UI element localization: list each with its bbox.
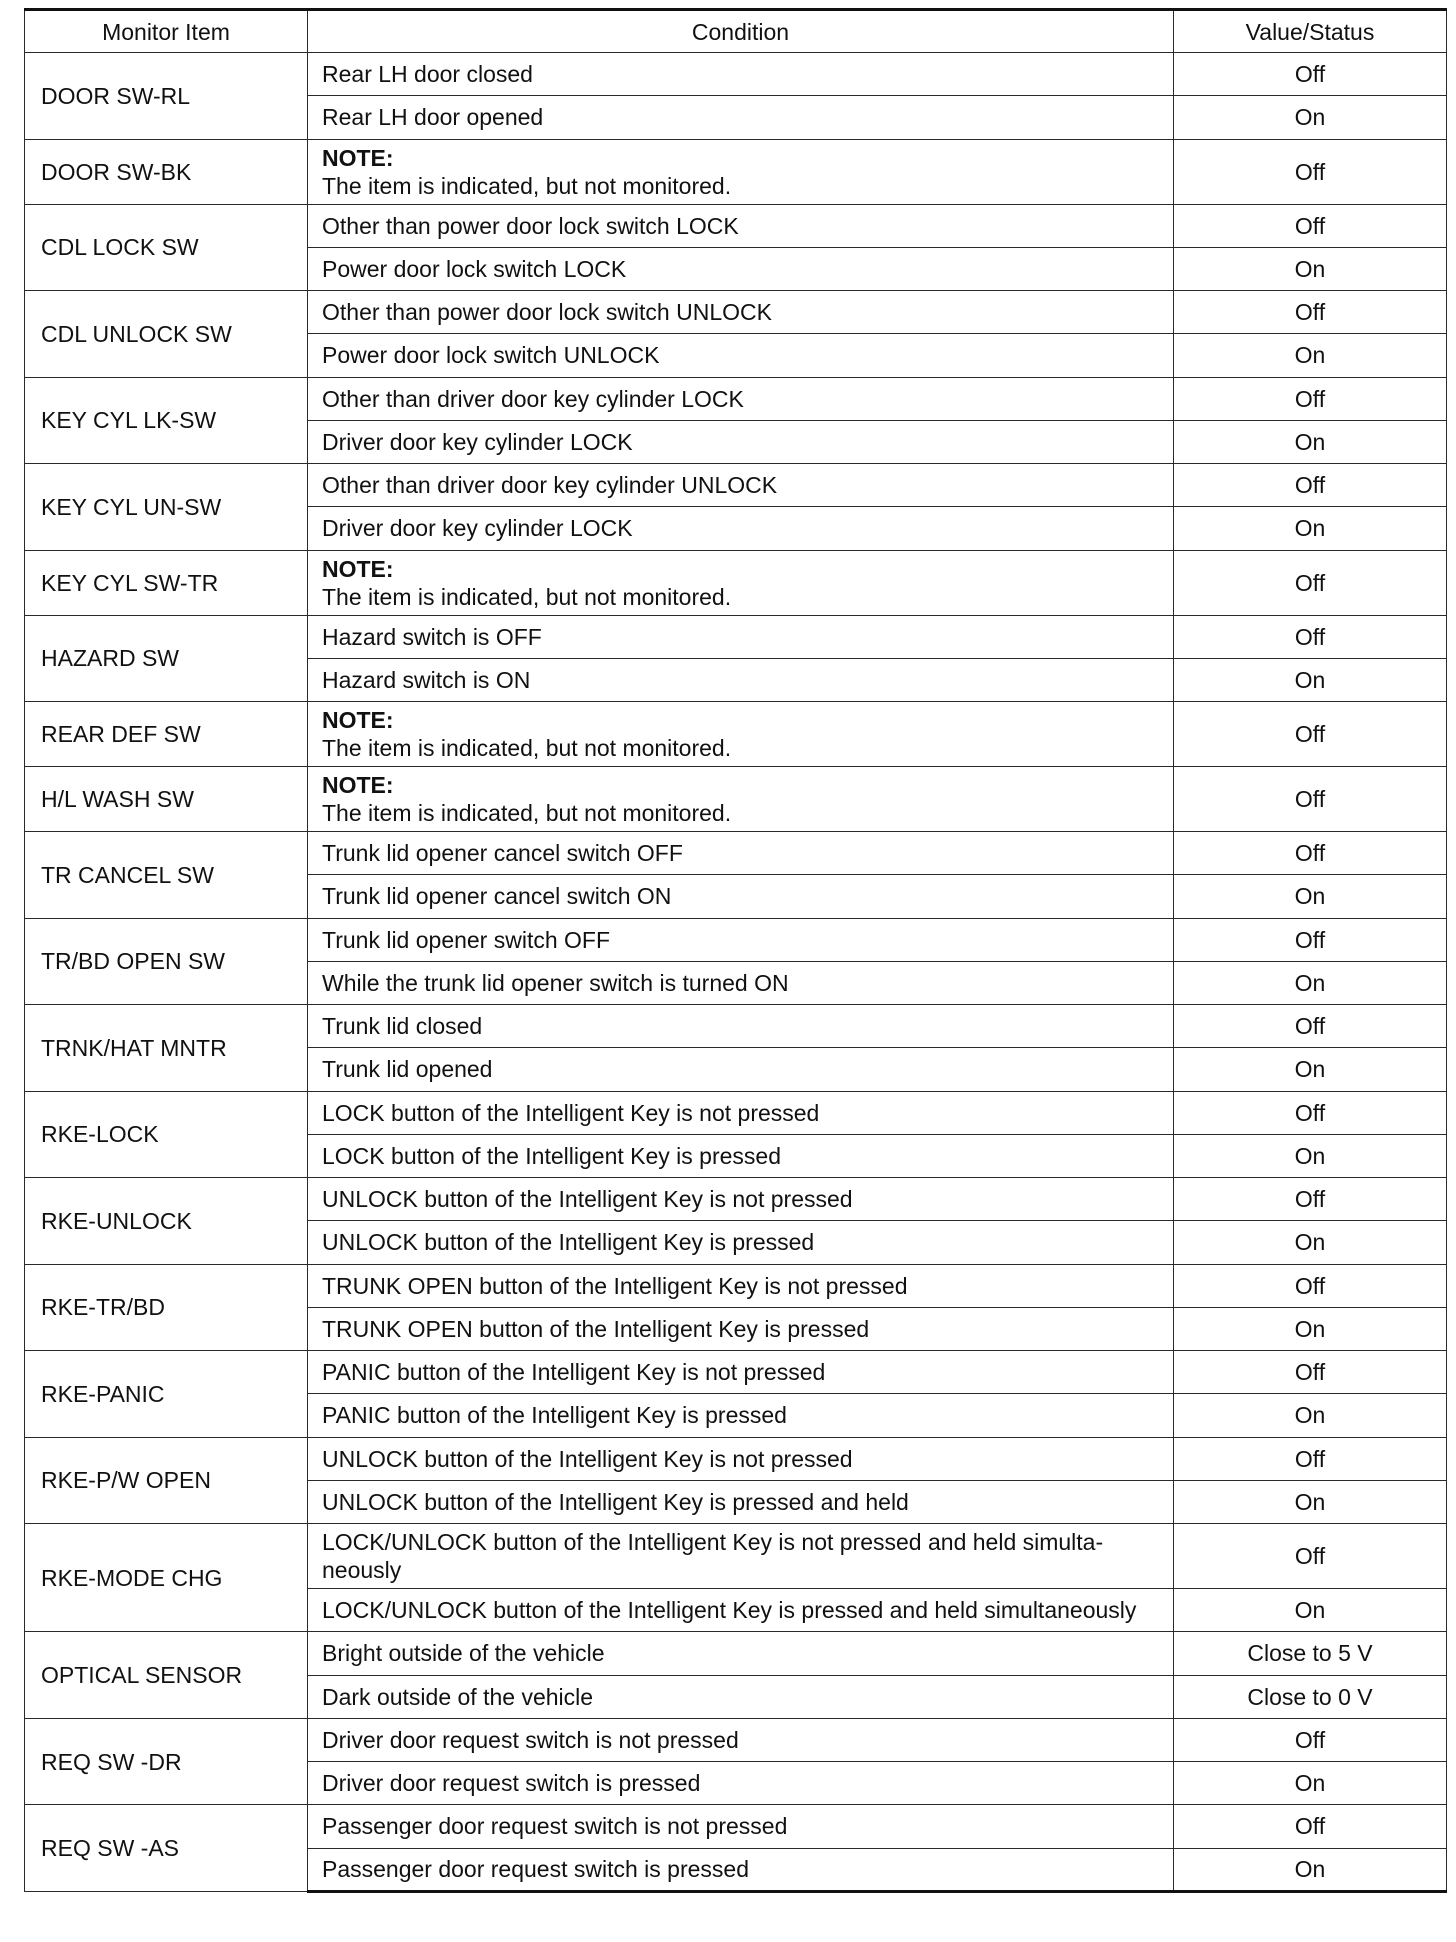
value-status-cell: Off bbox=[1174, 550, 1447, 615]
table-row bbox=[25, 1718, 1447, 1761]
monitor-item-cell: RKE-P/W OPEN bbox=[25, 1437, 308, 1524]
table-body bbox=[25, 53, 1447, 1892]
monitor-item-cell: TR/BD OPEN SW bbox=[25, 918, 308, 1005]
condition-cell: Other than driver door key cylinder LOCK bbox=[308, 377, 1174, 420]
monitor-item-cell: TR CANCEL SW bbox=[25, 832, 308, 919]
table-row bbox=[25, 1091, 1447, 1134]
condition-cell: LOCK button of the Intelligent Key is pressed bbox=[308, 1134, 1174, 1177]
value-status-cell: Off bbox=[1174, 1264, 1447, 1307]
condition-cell: Other than power door lock switch LOCK bbox=[308, 204, 1174, 247]
condition-cell: Driver door request switch is pressed bbox=[308, 1762, 1174, 1805]
table-row bbox=[25, 702, 1447, 767]
table-row bbox=[25, 918, 1447, 961]
value-status-cell: Off bbox=[1174, 918, 1447, 961]
condition-cell: Power door lock switch LOCK bbox=[308, 247, 1174, 290]
condition-cell bbox=[308, 550, 1174, 615]
condition-cell: LOCK button of the Intelligent Key is not pressed bbox=[308, 1091, 1174, 1134]
value-status-cell: Off bbox=[1174, 139, 1447, 204]
condition-cell: Trunk lid opener cancel switch OFF bbox=[308, 832, 1174, 875]
condition-cell: Power door lock switch UNLOCK bbox=[308, 334, 1174, 377]
value-status-cell: Off bbox=[1174, 1524, 1447, 1589]
condition-cell: LOCK/UNLOCK button of the Intelligent Key is not pressed and held simulta-neously bbox=[308, 1524, 1174, 1589]
table-row bbox=[25, 832, 1447, 875]
condition-cell: UNLOCK button of the Intelligent Key is pressed bbox=[308, 1221, 1174, 1264]
condition-cell: Other than power door lock switch UNLOCK bbox=[308, 291, 1174, 334]
value-status-cell: Off bbox=[1174, 1351, 1447, 1394]
note-text: The item is indicated, but not monitored. bbox=[322, 583, 732, 610]
header-value-status: Value/Status bbox=[1174, 10, 1447, 53]
monitor-item-cell: CDL LOCK SW bbox=[25, 204, 308, 291]
condition-cell: Driver door key cylinder LOCK bbox=[308, 420, 1174, 463]
header-row bbox=[25, 10, 1447, 53]
condition-cell: While the trunk lid opener switch is turned ON bbox=[308, 961, 1174, 1004]
monitor-item-cell: RKE-LOCK bbox=[25, 1091, 308, 1178]
note-label: NOTE: bbox=[322, 707, 394, 733]
value-status-cell: Off bbox=[1174, 1178, 1447, 1221]
monitor-item-cell: REAR DEF SW bbox=[25, 702, 308, 767]
value-status-cell: Off bbox=[1174, 702, 1447, 767]
value-status-cell: Off bbox=[1174, 1091, 1447, 1134]
table-row bbox=[25, 1005, 1447, 1048]
monitor-item-cell: KEY CYL LK-SW bbox=[25, 377, 308, 464]
value-status-cell: Off bbox=[1174, 1805, 1447, 1848]
value-status-cell: On bbox=[1174, 1762, 1447, 1805]
value-status-cell: On bbox=[1174, 1134, 1447, 1177]
condition-cell: Other than driver door key cylinder UNLOCK bbox=[308, 464, 1174, 507]
value-status-cell: On bbox=[1174, 334, 1447, 377]
value-status-cell: Close to 5 V bbox=[1174, 1632, 1447, 1675]
table-row bbox=[25, 204, 1447, 247]
table-row bbox=[25, 1632, 1447, 1675]
value-status-cell: On bbox=[1174, 1221, 1447, 1264]
table-row bbox=[25, 1805, 1447, 1848]
condition-cell: Rear LH door closed bbox=[308, 53, 1174, 96]
condition-cell: TRUNK OPEN button of the Intelligent Key is pressed bbox=[308, 1307, 1174, 1350]
value-status-cell: On bbox=[1174, 1048, 1447, 1091]
condition-cell: Passenger door request switch is not pressed bbox=[308, 1805, 1174, 1848]
monitor-item-table bbox=[24, 8, 1447, 1893]
value-status-cell: On bbox=[1174, 1307, 1447, 1350]
monitor-item-cell: RKE-PANIC bbox=[25, 1351, 308, 1438]
table-row bbox=[25, 767, 1447, 832]
table-row bbox=[25, 615, 1447, 658]
monitor-item-cell: CDL UNLOCK SW bbox=[25, 291, 308, 378]
monitor-item-cell: HAZARD SW bbox=[25, 615, 308, 702]
condition-cell: Bright outside of the vehicle bbox=[308, 1632, 1174, 1675]
condition-cell: Driver door key cylinder LOCK bbox=[308, 507, 1174, 550]
condition-cell: LOCK/UNLOCK button of the Intelligent Key is pressed and held simultaneously bbox=[308, 1589, 1174, 1632]
condition-cell bbox=[308, 702, 1174, 767]
monitor-item-cell: H/L WASH SW bbox=[25, 767, 308, 832]
table-row bbox=[25, 1524, 1447, 1589]
monitor-item-cell: DOOR SW-RL bbox=[25, 53, 308, 140]
condition-cell: Hazard switch is ON bbox=[308, 658, 1174, 701]
value-status-cell: On bbox=[1174, 1848, 1447, 1891]
note-label: NOTE: bbox=[322, 144, 394, 171]
monitor-item-cell: KEY CYL SW-TR bbox=[25, 550, 308, 615]
condition-cell: Trunk lid opener switch OFF bbox=[308, 918, 1174, 961]
value-status-cell: On bbox=[1174, 1480, 1447, 1523]
condition-cell bbox=[308, 767, 1174, 832]
table-row bbox=[25, 1264, 1447, 1307]
condition-cell: Trunk lid opener cancel switch ON bbox=[308, 875, 1174, 918]
value-status-cell: Close to 0 V bbox=[1174, 1675, 1447, 1718]
table-row bbox=[25, 464, 1447, 507]
value-status-cell: On bbox=[1174, 247, 1447, 290]
table-row bbox=[25, 139, 1447, 204]
value-status-cell: On bbox=[1174, 875, 1447, 918]
condition-cell: PANIC button of the Intelligent Key is not pressed bbox=[308, 1351, 1174, 1394]
note-text: The item is indicated, but not monitored. bbox=[322, 172, 732, 199]
note-text: The item is indicated, but not monitored. bbox=[322, 800, 732, 826]
condition-cell: Passenger door request switch is pressed bbox=[308, 1848, 1174, 1891]
value-status-cell: Off bbox=[1174, 767, 1447, 832]
condition-cell: PANIC button of the Intelligent Key is pressed bbox=[308, 1394, 1174, 1437]
condition-cell: Rear LH door opened bbox=[308, 96, 1174, 139]
condition-cell: UNLOCK button of the Intelligent Key is not pressed bbox=[308, 1437, 1174, 1480]
condition-cell: Dark outside of the vehicle bbox=[308, 1675, 1174, 1718]
table-row bbox=[25, 53, 1447, 96]
condition-cell: UNLOCK button of the Intelligent Key is not pressed bbox=[308, 1178, 1174, 1221]
value-status-cell: On bbox=[1174, 96, 1447, 139]
value-status-cell: Off bbox=[1174, 832, 1447, 875]
value-status-cell: On bbox=[1174, 1394, 1447, 1437]
value-status-cell: Off bbox=[1174, 1437, 1447, 1480]
value-status-cell: Off bbox=[1174, 204, 1447, 247]
value-status-cell: Off bbox=[1174, 53, 1447, 96]
header-condition: Condition bbox=[308, 10, 1174, 53]
value-status-cell: Off bbox=[1174, 1718, 1447, 1761]
monitor-item-cell: REQ SW -AS bbox=[25, 1805, 308, 1892]
monitor-item-cell: KEY CYL UN-SW bbox=[25, 464, 308, 551]
note-label: NOTE: bbox=[322, 555, 394, 582]
monitor-item-cell: DOOR SW-BK bbox=[25, 139, 308, 204]
condition-cell bbox=[308, 139, 1174, 204]
table-row bbox=[25, 377, 1447, 420]
monitor-item-cell: OPTICAL SENSOR bbox=[25, 1632, 308, 1719]
condition-cell: Hazard switch is OFF bbox=[308, 615, 1174, 658]
header-monitor-item: Monitor Item bbox=[25, 10, 308, 53]
table-row bbox=[25, 291, 1447, 334]
monitor-item-cell: RKE-MODE CHG bbox=[25, 1524, 308, 1632]
value-status-cell: On bbox=[1174, 1589, 1447, 1632]
value-status-cell: On bbox=[1174, 420, 1447, 463]
condition-cell: Trunk lid opened bbox=[308, 1048, 1174, 1091]
condition-cell: Trunk lid closed bbox=[308, 1005, 1174, 1048]
condition-cell: Driver door request switch is not pressed bbox=[308, 1718, 1174, 1761]
table-row bbox=[25, 550, 1447, 615]
value-status-cell: Off bbox=[1174, 1005, 1447, 1048]
table-row bbox=[25, 1437, 1447, 1480]
condition-cell: TRUNK OPEN button of the Intelligent Key is not pressed bbox=[308, 1264, 1174, 1307]
value-status-cell: On bbox=[1174, 507, 1447, 550]
monitor-item-cell: RKE-UNLOCK bbox=[25, 1178, 308, 1265]
note-label: NOTE: bbox=[322, 772, 394, 798]
table-row bbox=[25, 1178, 1447, 1221]
value-status-cell: Off bbox=[1174, 377, 1447, 420]
value-status-cell: Off bbox=[1174, 464, 1447, 507]
value-status-cell: Off bbox=[1174, 615, 1447, 658]
monitor-item-cell: RKE-TR/BD bbox=[25, 1264, 308, 1351]
value-status-cell: On bbox=[1174, 961, 1447, 1004]
table-row bbox=[25, 1351, 1447, 1394]
value-status-cell: Off bbox=[1174, 291, 1447, 334]
condition-cell: UNLOCK button of the Intelligent Key is pressed and held bbox=[308, 1480, 1174, 1523]
monitor-item-cell: REQ SW -DR bbox=[25, 1718, 308, 1805]
monitor-item-cell: TRNK/HAT MNTR bbox=[25, 1005, 308, 1092]
note-text: The item is indicated, but not monitored. bbox=[322, 735, 732, 761]
value-status-cell: On bbox=[1174, 658, 1447, 701]
